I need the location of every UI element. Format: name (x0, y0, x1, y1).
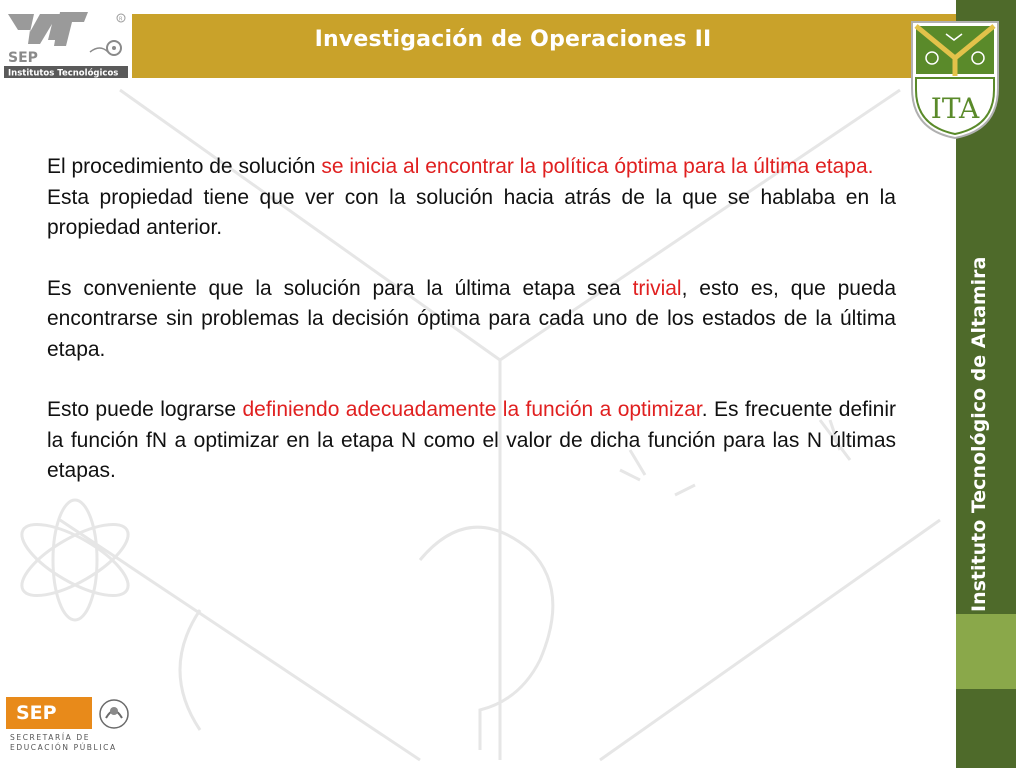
p4-highlight: definiendo adecuadamente la función a optimizar (242, 398, 702, 421)
paragraph-4 (47, 395, 896, 487)
svg-text:ITA: ITA (930, 92, 980, 125)
mexico-seal-icon (96, 698, 132, 730)
sidebar-accent (956, 614, 1016, 689)
sep-bottom-badge: SEP (6, 697, 92, 729)
sep-caption-line-1: SECRETARÍA DE (10, 733, 91, 742)
svg-text:Institutos Tecnológicos: Institutos Tecnológicos (8, 68, 119, 79)
p4-text: Esto puede lograrse (47, 398, 243, 421)
sidebar-vertical-label: Instituto Tecnológico de Altamira (968, 256, 990, 612)
paragraph-2: Esta propiedad tiene que ver con la solución hacia atrás de la que se hablaba en la propiedad anterior. (47, 185, 896, 239)
paragraph-3 (47, 274, 896, 366)
ita-logo (906, 18, 1004, 142)
svg-text:R: R (119, 16, 123, 23)
p4-text-end: . Es frecuente definir la función fN a optimizar en la etapa N como el valor de dicha función para las N últimas etapas. (47, 398, 896, 482)
p3-highlight: trivial (632, 276, 682, 300)
p3-text-end: , esto es, que pueda encontrarse sin problemas la decisión óptima para cada uno de los estados de la última etapa. (47, 276, 896, 361)
paragraph-1 (47, 152, 896, 183)
p1-text: El procedimiento de solución (47, 155, 322, 178)
svg-text:SEP: SEP (8, 50, 38, 66)
slide-title: Investigación de Operaciones II (314, 27, 712, 52)
sep-bottom-caption (10, 733, 136, 753)
sep-institutos-logo (0, 0, 132, 82)
slide-body (47, 152, 896, 487)
p3-text: Es conveniente que la solución para la última etapa sea (47, 276, 633, 300)
p1-highlight: se inicia al encontrar la política óptima para la última etapa. (321, 155, 874, 178)
sep-caption-line-2: EDUCACIÓN PÚBLICA (10, 743, 117, 752)
